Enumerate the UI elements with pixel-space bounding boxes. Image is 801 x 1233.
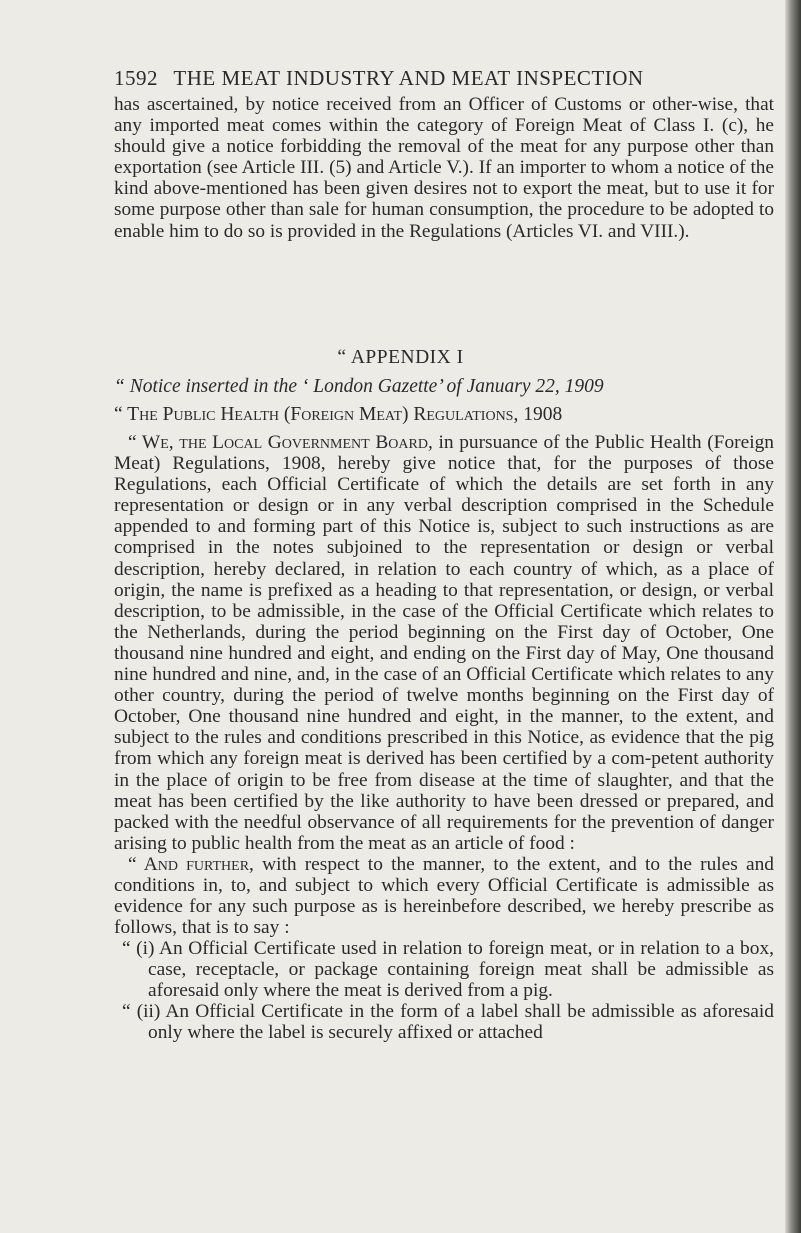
further-lead-in: “ And further, <box>128 853 254 875</box>
body-lead-in: “ We, the Local Government Board, <box>128 432 433 453</box>
running-title: THE MEAT INDUSTRY AND MEAT INSPECTION <box>173 66 644 90</box>
page-edge-shadow <box>785 0 801 1233</box>
notice-body <box>114 432 774 938</box>
regulations-title: “ The Public Health (Foreign Meat) Regulations, 1908 <box>114 404 563 425</box>
page-number: 1592 <box>114 66 158 90</box>
body-paragraph-main <box>114 432 774 854</box>
body-main-text: in pursuance of the Public Health (Foreign Meat) Regulations, 1908, hereby give notice that, for the purposes of those Regulations, each Official Certificate of which the details are set forth in any representation or design or in any verbal description comprised in the Schedule appended to and forming part of this Notice is, subject to such instructions as are comprised in the notes subjoined to the representation or design or verbal description, hereby declared, in relation to each country of which, as a place of origin, the name is prefixed as a heading to that representation, or design, or verbal description, to be admissible, in the case of the Official Certificate which relates to the Netherlands, during the period beginning on the First day of October, One thousand nine hundred and eight, and ending on the First day of May, One thousand nine hundred and nine, and, in the case of an Official Certificate which relates to any other country, during the period of twelve months beginning on the First day of October, One thousand nine hundred and eight, in the manner, to the extent, and subject to the rules and conditions prescribed in this Notice, as evidence that the pig from which any foreign meat is derived has been certified by a com-petent authority in the place of origin to be free from disease at the time of slaughter, and that the meat has been certified by the like authority to have been dressed or prepared, and packed with the needful observance of all requirements for the prevention of danger arising to public health from the meat as an article of food : <box>114 432 775 854</box>
body-paragraph-further <box>114 854 774 938</box>
item-list <box>114 938 774 1043</box>
running-header <box>114 66 774 91</box>
list-item: “ (ii) An Official Certificate in the form of a label shall be admissible as aforesaid only where the label is securely affixed or attached <box>122 1001 774 1044</box>
notice-line: “ Notice inserted in the ‘ London Gazette’ of January 22, 1909 <box>114 376 604 397</box>
paragraph-1: has ascertained, by notice received from an Officer of Customs or other-wise, that any imported meat comes within the category of Foreign Meat of Class I. (c), he should give a notice forbidding the removal of the meat for any purpose other than exportation (see Article III. (5) and Article V.). If an importer to whom a notice of the kind above-mentioned has been given desires not to export the meat, but to use it for some purpose other than sale for human consumption, the procedure to be adopted to enable him to do so is provided in the Regulations (Articles VI. and VIII.). <box>114 94 774 242</box>
appendix-heading: “ APPENDIX I <box>337 347 464 368</box>
further-text: with respect to the manner, to the extent, and to the rules and conditions in, to, and subject to which every Official Certificate is admissible as evidence for any such purpose as is hereinbefore described, we hereby prescribe as follows, that is to say : <box>114 853 774 939</box>
list-item: “ (i) An Official Certificate used in relation to foreign meat, or in relation to a box, case, receptacle, or package containing foreign meat shall be admissible as aforesaid only where the meat is derived from a pig. <box>122 938 774 1002</box>
